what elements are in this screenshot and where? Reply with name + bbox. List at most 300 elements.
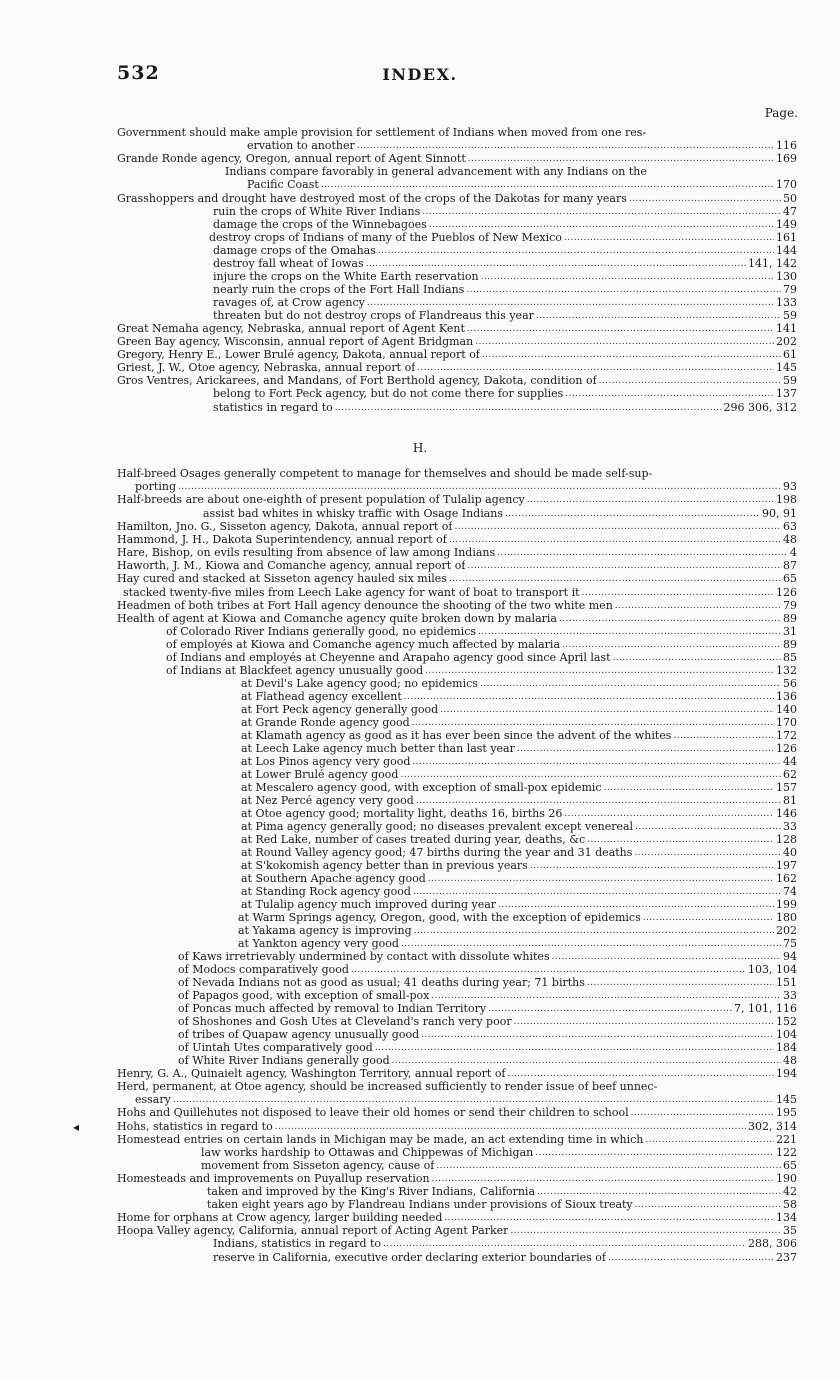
dot-leader (629, 193, 781, 205)
dot-leader (514, 1016, 774, 1028)
entry-text: belong to Fort Peck agency, but do not come there for supplies (213, 388, 564, 400)
page-reference: 65 (783, 572, 797, 585)
dot-leader (467, 560, 781, 572)
index-entry (241, 782, 797, 794)
index-entry (117, 1107, 797, 1119)
index-entry (123, 587, 797, 599)
page-reference: 197 (776, 859, 797, 872)
dot-leader (421, 1029, 774, 1041)
page-reference: 198 (776, 493, 797, 506)
index-entry (178, 1055, 797, 1067)
page-reference: 50 (783, 192, 797, 205)
dot-leader (536, 310, 781, 322)
page-reference: 195 (776, 1106, 797, 1119)
entry-text: at Yakama agency is improving (238, 925, 412, 937)
dot-leader (449, 534, 781, 546)
index-entry (117, 323, 797, 335)
dot-leader (468, 153, 774, 165)
entry-text: Griest, J. W., Otoe agency, Nebraska, annual report of (117, 362, 416, 374)
page-reference: 145 (776, 1093, 797, 1106)
dot-leader (478, 626, 781, 638)
index-entry (213, 206, 797, 218)
entry-text: of Indians at Blackfeet agency unusually good (166, 665, 424, 677)
page-reference: 93 (783, 480, 797, 493)
entry-text: at Mescalero agency good, with exception of small-pox epidemic (241, 782, 602, 794)
index-entry (207, 1199, 797, 1211)
entry-text: destroy crops of Indians of many of the Pueblos of New Mexico (209, 232, 562, 244)
page-reference: 202 (776, 924, 797, 937)
entry-text: at Round Valley agency good; 47 births during the year and 31 deaths (241, 847, 633, 859)
dot-leader (599, 375, 781, 387)
page-reference: 145 (776, 361, 797, 374)
dot-leader (559, 613, 781, 625)
entry-text: of Nevada Indians not as good as usual; 41 deaths during year; 71 births (178, 977, 585, 989)
page-reference: 42 (783, 1185, 797, 1198)
index-entry (241, 847, 797, 859)
page-reference: 157 (776, 781, 797, 794)
dot-leader (412, 717, 774, 729)
index-entry (117, 127, 797, 139)
dot-leader (400, 769, 781, 781)
page-column-header: Page. (764, 106, 798, 120)
index-entry (117, 494, 797, 506)
dot-leader (535, 1147, 774, 1159)
page-reference: 141 (776, 322, 797, 335)
entry-text: law works hardship to Ottawas and Chippewas of Michigan (201, 1147, 534, 1159)
dot-leader (481, 271, 774, 283)
page-reference: 133 (776, 296, 797, 309)
dot-leader (582, 587, 774, 599)
page-reference: 116 (776, 139, 797, 152)
entry-text: at Yankton agency very good (238, 938, 399, 950)
entry-text: Hamilton, Jno. G., Sisseton agency, Dakota, annual report of (117, 521, 453, 533)
index-entry (241, 873, 797, 885)
page-reference: 296 306, 312 (723, 401, 797, 414)
dot-leader (178, 481, 781, 493)
index-entry (225, 166, 748, 178)
page-reference: 126 (776, 586, 797, 599)
page-reference: 81 (783, 794, 797, 807)
page-reference: 190 (776, 1172, 797, 1185)
margin-mark: ◂ (73, 1120, 80, 1134)
entry-text: Green Bay agency, Wisconsin, annual report of Agent Bridgman (117, 336, 474, 348)
page-reference: 90, 91 (762, 507, 797, 520)
dot-leader (367, 297, 774, 309)
dot-leader (335, 402, 722, 414)
index-entry (166, 639, 797, 651)
page-reference: 61 (783, 348, 797, 361)
dot-leader (449, 573, 781, 585)
page-reference: 136 (776, 690, 797, 703)
entry-text: Homestead entries on certain lands in Michigan may be made, an act extending time in which (117, 1134, 644, 1146)
entry-text: Pacific Coast (247, 179, 319, 191)
index-entry (241, 691, 797, 703)
dot-leader (444, 1212, 774, 1224)
index-entry (213, 245, 797, 257)
page-reference: 74 (783, 885, 797, 898)
dot-leader (401, 938, 781, 950)
dot-leader (645, 1134, 774, 1146)
entry-text: Henry, G. A., Quinaielt agency, Washington Territory, annual report of (117, 1068, 506, 1080)
entry-text: at Flathead agency excellent (241, 691, 402, 703)
dot-leader (366, 258, 746, 270)
entry-text: statistics in regard to (213, 402, 333, 414)
index-entry (241, 730, 797, 742)
page-reference: 87 (783, 559, 797, 572)
entry-text: stacked twenty-five miles from Leech Lake agency for want of boat to transport it (123, 587, 580, 599)
page-reference: 140 (776, 703, 797, 716)
dot-leader (608, 1252, 774, 1264)
index-entry (117, 613, 797, 625)
page-reference: 130 (776, 270, 797, 283)
index-entry (117, 1121, 797, 1133)
dot-leader (613, 652, 782, 664)
entry-text: of tribes of Quapaw agency unusually good (178, 1029, 420, 1041)
index-entry (241, 834, 797, 846)
dot-leader (275, 1121, 746, 1133)
index-entry (213, 310, 797, 322)
entry-text: at Standing Rock agency good (241, 886, 411, 898)
index-entry (117, 1081, 748, 1093)
index-entry (213, 258, 797, 270)
entry-text: Hoopa Valley agency, California, annual report of Acting Agent Parker (117, 1225, 509, 1237)
entry-text: ravages of, at Crow agency (213, 297, 365, 309)
page-reference: 48 (783, 533, 797, 546)
dot-leader (413, 886, 781, 898)
entry-text: of employés at Kiowa and Comanche agency much affected by malaria (166, 639, 561, 651)
dot-leader (537, 1186, 781, 1198)
page-reference: 44 (783, 755, 797, 768)
index-entry (166, 665, 797, 677)
page-reference: 288, 306 (748, 1237, 797, 1250)
dot-leader (480, 678, 781, 690)
entry-text: Hammond, J. H., Dakota Superintendency, annual report of (117, 534, 447, 546)
page-reference: 40 (783, 846, 797, 859)
entry-text: at Nez Percé agency very good (241, 795, 414, 807)
page-reference: 33 (783, 820, 797, 833)
dot-leader (508, 1068, 774, 1080)
dot-leader (428, 873, 774, 885)
page-reference: 58 (783, 1198, 797, 1211)
index-entry (166, 626, 797, 638)
index-entry (201, 1147, 797, 1159)
entry-text: Hare, Bishop, on evils resulting from absence of law among Indians (117, 547, 496, 559)
page-reference: 89 (783, 638, 797, 651)
page-reference: 151 (776, 976, 797, 989)
page-reference: 162 (776, 872, 797, 885)
index-entry (241, 795, 797, 807)
page-reference: 35 (783, 1224, 797, 1237)
dot-leader (482, 349, 781, 361)
page-reference: 149 (776, 218, 797, 231)
dot-leader (432, 1173, 774, 1185)
entry-text: at Klamath agency as good as it has ever been since the advent of the whites (241, 730, 672, 742)
index-entry (117, 1225, 797, 1237)
entry-text: Home for orphans at Crow agency, larger building needed (117, 1212, 443, 1224)
dot-leader (417, 362, 774, 374)
dot-leader (475, 336, 774, 348)
page-reference: 59 (783, 309, 797, 322)
index-entry (213, 271, 797, 283)
entry-text: Health of agent at Kiowa and Comanche agency quite broken down by malaria (117, 613, 557, 625)
page-reference: 199 (776, 898, 797, 911)
dot-leader (467, 323, 774, 335)
page-reference: 4 (790, 546, 797, 559)
dot-leader (357, 140, 774, 152)
entry-text: of Papagos good, with exception of small-pox (178, 990, 430, 1002)
dot-leader (631, 1107, 774, 1119)
entry-text: nearly ruin the crops of the Fort Hall Indians (213, 284, 465, 296)
index-entry (117, 573, 797, 585)
index-entry (241, 860, 797, 872)
dot-leader (517, 743, 774, 755)
index-entry (117, 521, 797, 533)
page-reference: 31 (783, 625, 797, 638)
dot-leader (587, 834, 774, 846)
entry-text: Grande Ronde agency, Oregon, annual report of Agent Sinnott (117, 153, 466, 165)
dot-leader (321, 179, 774, 191)
entry-text: reserve in California, executive order declaring exterior boundaries of (213, 1252, 606, 1264)
index-entry (209, 232, 797, 244)
entry-text: of Uintah Utes comparatively good (178, 1042, 373, 1054)
entry-text: Indians compare favorably in general advancement with any Indians on the (225, 166, 647, 178)
page-reference: 184 (776, 1041, 797, 1054)
page-reference: 194 (776, 1067, 797, 1080)
index-entry (135, 1094, 797, 1106)
index-entry (178, 951, 797, 963)
page-reference: 141, 142 (748, 257, 797, 270)
index-entry (117, 534, 797, 546)
page-reference: 47 (783, 205, 797, 218)
index-entry (117, 1212, 797, 1224)
index-entry (207, 1186, 797, 1198)
index-entry (213, 297, 797, 309)
entry-text: ervation to another (247, 140, 355, 152)
index-entry (238, 925, 797, 937)
entry-text: taken and improved by the King's River Indians, California (207, 1186, 536, 1198)
entry-text: of Colorado River Indians generally good, no epidemics (166, 626, 477, 638)
page-title: INDEX. (382, 65, 458, 84)
dot-leader (552, 951, 781, 963)
index-entry (241, 743, 797, 755)
page-reference: 137 (776, 387, 797, 400)
page-reference: 62 (783, 768, 797, 781)
page-reference: 170 (776, 178, 797, 191)
dot-leader (565, 388, 774, 400)
index-entry (178, 990, 797, 1002)
index-entry (241, 717, 797, 729)
dot-leader (412, 756, 781, 768)
dot-leader (383, 1238, 746, 1250)
entry-text: essary (135, 1094, 171, 1106)
entry-text: Herd, permanent, at Otoe agency, should be increased sufficiently to render issue of beef unnec- (117, 1081, 658, 1093)
index-entry (166, 652, 797, 664)
entry-text: threaten but do not destroy crops of Flandreaus this year (213, 310, 534, 322)
entry-text: movement from Sisseton agency, cause of (201, 1160, 435, 1172)
dot-leader (375, 1042, 774, 1054)
index-entry (178, 1042, 797, 1054)
entry-text: Government should make ample provision for settlement of Indians when moved from one res- (117, 127, 647, 139)
entry-text: at Red Lake, number of cases treated during year, deaths, &c (241, 834, 586, 846)
index-entry (178, 1003, 797, 1015)
dot-leader (422, 206, 781, 218)
dot-leader (173, 1094, 774, 1106)
entry-text: Great Nemaha agency, Nebraska, annual report of Agent Kent (117, 323, 465, 335)
page-reference: 33 (783, 989, 797, 1002)
page-reference: 170 (776, 716, 797, 729)
index-entry (203, 508, 797, 520)
dot-leader (615, 600, 781, 612)
entry-text: Hohs, statistics in regard to (117, 1121, 273, 1133)
entry-text: at Pima agency generally good; no diseases prevalent except venereal (241, 821, 634, 833)
index-entry (117, 560, 797, 572)
dot-leader (392, 1055, 781, 1067)
dot-leader (564, 232, 774, 244)
page-reference: 132 (776, 664, 797, 677)
dot-leader (351, 964, 746, 976)
entry-text: of Modocs comparatively good (178, 964, 349, 976)
entry-text: of Kaws irretrievably undermined by contact with dissolute whites (178, 951, 550, 963)
dot-leader (497, 547, 788, 559)
entry-text: at S'kokomish agency better than in previous years (241, 860, 528, 872)
index-entry (241, 756, 797, 768)
entry-text: Hohs and Quillehutes not disposed to leave their old homes or send their children to school (117, 1107, 629, 1119)
index-entry (135, 481, 797, 493)
entry-text: of Shoshones and Gosh Utes at Cleveland's ranch very poor (178, 1016, 512, 1028)
index-entry (241, 808, 797, 820)
index-entry (241, 821, 797, 833)
section-heading-h: H. (412, 441, 428, 455)
entry-text: of Poncas much affected by removal to Indian Territory (178, 1003, 487, 1015)
page-reference: 152 (776, 1015, 797, 1028)
page-reference: 85 (783, 651, 797, 664)
index-entry (117, 547, 797, 559)
dot-leader (436, 1160, 781, 1172)
dot-leader (673, 730, 774, 742)
entry-text: Indians, statistics in regard to (213, 1238, 382, 1250)
dot-leader (431, 990, 781, 1002)
page-reference: 7, 101, 116 (734, 1002, 797, 1015)
entry-text: at Devil's Lake agency good; no epidemics (241, 678, 478, 690)
entry-text: Haworth, J. M., Kiowa and Comanche agency, annual report of (117, 560, 466, 572)
dot-leader (510, 1225, 781, 1237)
page-reference: 237 (776, 1251, 797, 1264)
dot-leader (587, 977, 774, 989)
dot-leader (440, 704, 774, 716)
dot-leader (530, 860, 774, 872)
page-reference: 169 (776, 152, 797, 165)
entry-text: ruin the crops of White River Indians (213, 206, 421, 218)
dot-leader (564, 808, 774, 820)
page-reference: 103, 104 (748, 963, 797, 976)
page-reference: 202 (776, 335, 797, 348)
entry-text: at Tulalip agency much improved during year (241, 899, 497, 911)
index-entry (247, 140, 797, 152)
page-reference: 180 (776, 911, 797, 924)
entry-text: Gros Ventres, Arickarees, and Mandans, of Fort Berthold agency, Dakota, condition of (117, 375, 597, 387)
page-reference: 126 (776, 742, 797, 755)
index-entry (178, 1016, 797, 1028)
entry-text: Half-breeds are about one-eighth of present population of Tulalip agency (117, 494, 525, 506)
index-entry (241, 886, 797, 898)
index-entry (178, 977, 797, 989)
index-entry (117, 336, 797, 348)
index-entry (117, 1173, 797, 1185)
entry-text: Grasshoppers and drought have destroyed most of the crops of the Dakotas for many years (117, 193, 627, 205)
dot-leader (454, 521, 781, 533)
page-reference: 128 (776, 833, 797, 846)
entry-text: of White River Indians generally good (178, 1055, 390, 1067)
index-entry (178, 964, 797, 976)
entry-text: Headmen of both tribes at Fort Hall agency denounce the shooting of the two white men (117, 600, 613, 612)
dot-leader (604, 782, 774, 794)
index-entry (247, 179, 797, 191)
dot-leader (466, 284, 781, 296)
index-entry (117, 375, 797, 387)
page-reference: 56 (783, 677, 797, 690)
page-reference: 94 (783, 950, 797, 963)
entry-text: taken eight years ago by Flandreau Indians under provisions of Sioux treaty (207, 1199, 633, 1211)
entry-text: porting (135, 481, 176, 493)
dot-leader (562, 639, 781, 651)
page-reference: 161 (776, 231, 797, 244)
entry-text: at Warm Springs agency, Oregon, good, with the exception of epidemics (238, 912, 641, 924)
dot-leader (404, 691, 774, 703)
page-reference: 144 (776, 244, 797, 257)
entry-text: damage the crops of the Winnebagoes (213, 219, 427, 231)
index-entry (117, 349, 797, 361)
entry-text: at Otoe agency good; mortality light, deaths 16, births 26 (241, 808, 563, 820)
index-entry (213, 1252, 797, 1264)
page-reference: 65 (783, 1159, 797, 1172)
index-entry (213, 388, 797, 400)
dot-leader (429, 219, 774, 231)
index-entry (117, 468, 748, 480)
dot-leader (416, 795, 781, 807)
dot-leader (378, 245, 774, 257)
index-entry (213, 284, 797, 296)
page-reference: 122 (776, 1146, 797, 1159)
index-entry (241, 704, 797, 716)
entry-text: at Leech Lake agency much better than last year (241, 743, 515, 755)
entry-text: Homesteads and improvements on Puyallup reservation (117, 1173, 430, 1185)
index-entry (117, 600, 797, 612)
entry-text: Hay cured and stacked at Sisseton agency hauled six miles (117, 573, 447, 585)
index-entry (238, 938, 797, 950)
entry-text: assist bad whites in whisky traffic with Osage Indians (203, 508, 504, 520)
entry-text: at Southern Apache agency good (241, 873, 426, 885)
page-reference: 104 (776, 1028, 797, 1041)
page-reference: 79 (783, 283, 797, 296)
dot-leader (414, 925, 774, 937)
dot-leader (635, 1199, 781, 1211)
index-entry (241, 769, 797, 781)
entry-text: at Lower Brulé agency good (241, 769, 399, 781)
index-entry (213, 402, 797, 414)
page-reference: 48 (783, 1054, 797, 1067)
index-entry (238, 912, 797, 924)
entry-text: at Grande Ronde agency good (241, 717, 410, 729)
dot-leader (643, 912, 774, 924)
page-reference: 134 (776, 1211, 797, 1224)
entry-text: at Los Pinos agency very good (241, 756, 411, 768)
entry-text: of Indians and employés at Cheyenne and Arapaho agency good since April last (166, 652, 611, 664)
page-reference: 75 (783, 937, 797, 950)
index-entry (213, 219, 797, 231)
dot-leader (634, 847, 781, 859)
entry-text: destroy fall wheat of Iowas (213, 258, 364, 270)
entry-text: injure the crops on the White Earth reservation (213, 271, 479, 283)
